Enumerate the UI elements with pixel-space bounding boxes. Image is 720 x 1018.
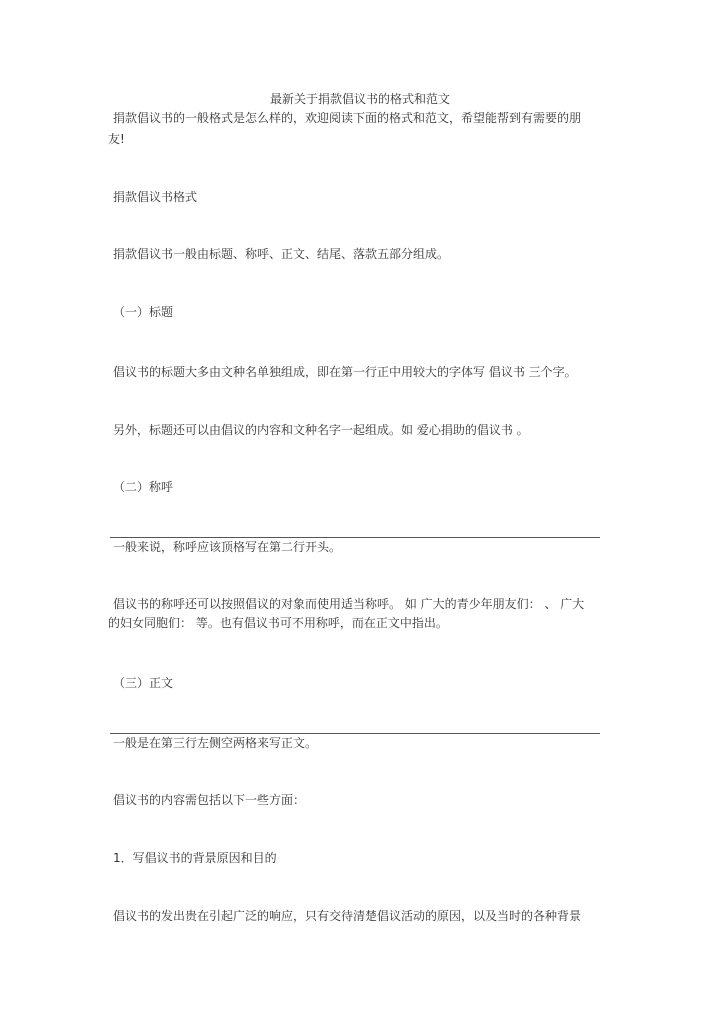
item-1-paragraph-1: 倡议书的发出贵在引起广泛的响应，只有交待清楚倡议活动的原因，以及当时的各种背景 — [113, 909, 582, 923]
section-3-paragraph-2: 倡议书的内容需包括以下一些方面： — [113, 793, 306, 807]
composition-text: 捐款倡议书一般由标题、称呼、正文、结尾、落款五部分组成。 — [113, 247, 450, 261]
section-2-paragraph-2-line-2: 的妇女同胞们： 等。也有倡议书可不用称呼，而在正文中指出。 — [108, 616, 448, 630]
section-2-paragraph-1: 一般来说，称呼应该顶格写在第二行开头。 — [113, 540, 342, 554]
section-1-heading: （一）标题 — [113, 305, 174, 319]
section-2-heading: （二）称呼 — [113, 480, 174, 494]
page-title: 最新关于捐款倡议书的格式和范文 — [269, 92, 450, 106]
section-1-paragraph-2: 另外，标题还可以由倡议的内容和文种名字一起组成。如 爱心捐助的倡议书 。 — [113, 423, 529, 437]
section-1-paragraph-1: 倡议书的标题大多由文种名单独组成，即在第一行正中用较大的字体写 倡议书 三个字。 — [113, 365, 577, 379]
item-1-heading: 1．写倡议书的背景原因和目的 — [113, 851, 277, 865]
section-3-heading: （三）正文 — [113, 676, 174, 690]
format-heading: 捐款倡议书格式 — [113, 190, 198, 204]
intro-text-line-1: 捐款倡议书的一般格式是怎么样的，欢迎阅读下面的格式和范文，希望能帮到有需要的朋 — [113, 111, 582, 125]
intro-text-line-2: 友! — [108, 132, 125, 146]
section-3-paragraph-1: 一般是在第三行左侧空两格来写正文。 — [113, 736, 318, 750]
section-2-paragraph-2-line-1: 倡议书的称呼还可以按照倡议的对象而使用适当称呼。 如 广大的青少年朋友们： 、 广大 — [113, 597, 585, 611]
